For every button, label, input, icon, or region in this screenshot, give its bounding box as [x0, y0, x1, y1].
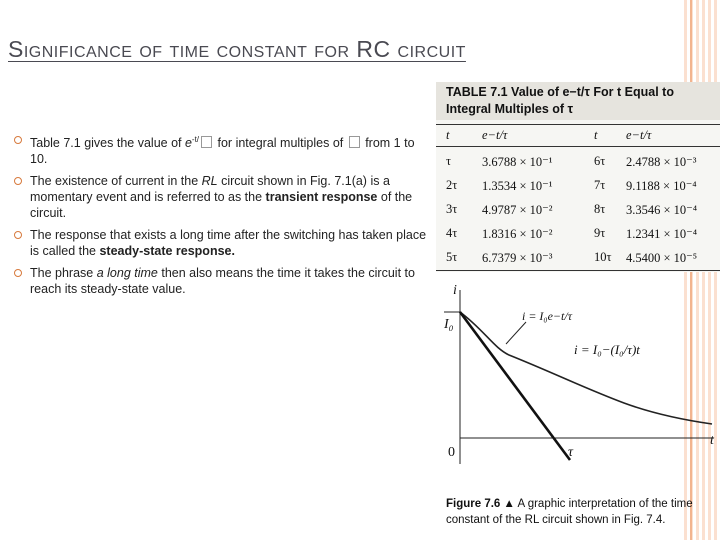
line-equation-label: i = I₀−(I₀/τ)t [574, 342, 640, 357]
table-cell: 1.3534 × 10⁻¹ [482, 179, 553, 193]
table-cell: 4.9787 × 10⁻² [482, 203, 553, 217]
table-cell: 6.7379 × 10⁻³ [482, 251, 553, 265]
bullet-item: The existence of current in the RL circuit shown in Fig. 7.1(a) is a momentary event and is referred to as the transient response of the circuit. [14, 173, 434, 221]
table-top-rule [436, 124, 720, 125]
table-cell: τ [446, 154, 452, 168]
bullet-list [14, 132, 434, 303]
figure-caption: Figure 7.6 ▲ A graphic interpretation of the time constant of the RL circuit shown in Fig. 7.4. [446, 498, 693, 526]
table-header-exp: e−t/τ [626, 128, 652, 142]
table-header-t: t [446, 128, 450, 142]
exponential-curve [460, 312, 712, 424]
table-cell: 7τ [594, 178, 606, 192]
bullet-item: The response that exists a long time after the switching has taken place is called the steady-state response. [14, 227, 434, 259]
table-cell: 9τ [594, 226, 606, 240]
table-cell: 4τ [446, 226, 458, 240]
slide-title: Significance of time constant for RC circuit [8, 36, 466, 62]
table-cell: 1.2341 × 10⁻⁴ [626, 227, 698, 241]
bullet-item: The phrase a long time then also means the time it takes the circuit to reach its steady-state value. [14, 265, 434, 297]
x-axis-label: t [710, 433, 714, 448]
table-cell: 3.3546 × 10⁻⁴ [626, 203, 698, 217]
table-cell: 6τ [594, 154, 606, 168]
table-header-exp: e−t/τ [482, 128, 508, 142]
table-cell: 10τ [594, 250, 612, 264]
y-axis-label: i [453, 283, 457, 298]
missing-glyph-icon [349, 136, 360, 148]
bullet-circle-icon [14, 231, 22, 239]
bullet-circle-icon [14, 269, 22, 277]
bullet-circle-icon [14, 177, 22, 185]
table-caption-bar [436, 82, 720, 120]
table-cell: 4.5400 × 10⁻⁵ [626, 251, 698, 265]
bullet-item: Table 7.1 gives the value of $e^{-t/}$ for integral multiples of from 1 to 10. [14, 132, 434, 167]
table-header-rule [436, 146, 720, 147]
table-cell: 2τ [446, 178, 458, 192]
origin-label: 0 [448, 445, 455, 460]
table-cell: 9.1188 × 10⁻⁴ [626, 179, 697, 193]
table-caption-line-1: TABLE 7.1 Value of e−t/τ For t Equal to [446, 85, 674, 99]
table-cell: 1.8316 × 10⁻² [482, 227, 553, 241]
table-header-t: t [594, 128, 598, 142]
tau-label: τ [568, 445, 574, 460]
table-cell: 2.4788 × 10⁻³ [626, 155, 697, 169]
table-bottom-rule [436, 270, 720, 271]
table-7-1 [436, 82, 720, 272]
table-cell: 3τ [446, 202, 458, 216]
bullet-circle-icon [14, 136, 22, 144]
table-caption-line-2: Integral Multiples of τ [446, 102, 574, 116]
curve-equation-label: i = I₀e−t/τ [522, 309, 572, 323]
i0-label: I₀ [444, 317, 454, 332]
table-cell: 5τ [446, 250, 458, 264]
table-cell: 3.6788 × 10⁻¹ [482, 155, 553, 169]
curve-label-pointer [506, 322, 526, 344]
table-cell: 8τ [594, 202, 606, 216]
missing-glyph-icon [201, 136, 212, 148]
